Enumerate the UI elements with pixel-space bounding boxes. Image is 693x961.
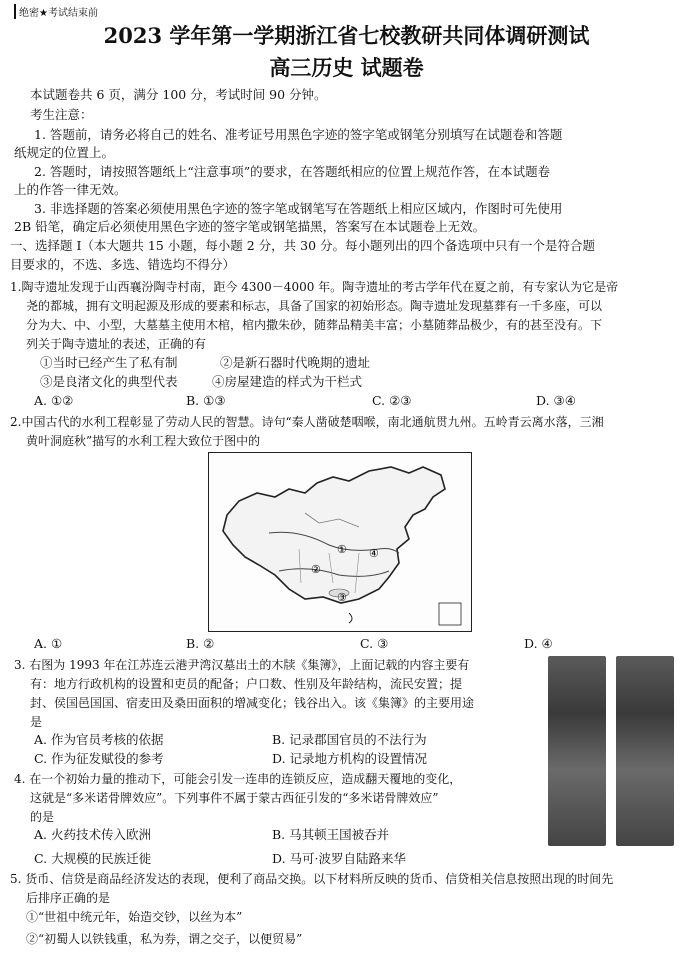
q2-stem: 2.中国古代的水利工程彰显了劳动人民的智慧。诗句“秦人凿破楚咽喉，南北通航贯九州。五岭青云离水落，三湘: [10, 415, 604, 429]
q3-option-a: A. 作为官员考核的依据: [34, 732, 164, 747]
confidential-label: 绝密★考试结束前: [14, 4, 98, 19]
q4-option-c: C. 大规模的民族迁徙: [34, 851, 152, 866]
intro-line: 上的作答一律无效。: [14, 182, 127, 197]
q3-option-d: D. 记录地方机构的设置情况: [272, 751, 428, 766]
q1-option-d: D. ③④: [536, 393, 576, 408]
intro-line: 2B 铅笔，确定后必须使用黑色字迹的签字笔或钢笔描黑，答案写在本试题卷上无效。: [14, 219, 486, 234]
intro-line: 2. 答题时，请按照答题纸上“注意事项”的要求，在答题纸相应的位置上规范作答，在本试题卷: [34, 164, 551, 179]
q4-stem: 这就是“多米诺骨牌效应”。下列事件不属于蒙古西征引发的“多米诺骨牌效应”: [30, 791, 439, 805]
intro-line: 3. 非选择题的答案必须使用黑色字迹的签字笔或钢笔写在答题纸上相应区域内，作图时可先使用: [34, 201, 563, 216]
china-map-icon: [209, 453, 471, 631]
intro-line: 1. 答题前，请务必将自己的姓名、准考证号用黑色字迹的签字笔或钢笔分别填写在试题卷和答题: [34, 127, 563, 142]
section-heading: 目要求的，不选、多选、错选均不得分）: [10, 257, 236, 272]
q1-option-a: A. ①②: [34, 393, 74, 408]
q4-stem: 4. 在一个初始力量的推动下，可能会引发一连串的连锁反应，造成翻天覆地的变化，: [14, 772, 462, 786]
q4-option-d: D. 马可·波罗自陆路来华: [272, 851, 406, 866]
q1-item: ①当时已经产生了私有制: [40, 355, 178, 370]
q5-material: ①“世祖中统元年，始造交钞，以丝为本”: [26, 910, 243, 924]
wooden-slips-photo: [548, 656, 676, 846]
q2-option-b: B. ②: [186, 636, 215, 651]
q1-item: ③是良渚文化的典型代表: [40, 374, 178, 389]
q1-option-b: B. ①③: [186, 393, 226, 408]
q3-option-c: C. 作为征发赋役的参考: [34, 751, 164, 766]
q5-stem: 5. 货币、信贷是商品经济发达的表现，便利了商品交换。以下材料所反映的货币、信贷相关信息按照出现的时间先: [10, 872, 614, 886]
q2-stem: 黄叶洞庭秋”描写的水利工程大致位于图中的: [26, 434, 261, 448]
q1-stem: 1.陶寺遗址发现于山西襄汾陶寺村南，距今 4300－4000 年。陶寺遗址的考古学年代在夏之前，有专家认为它是帝: [10, 280, 619, 294]
q5-material: ②“初蜀人以铁钱重，私为券，谓之交子，以便贸易”: [26, 932, 303, 946]
map-marker-2: ②: [311, 563, 321, 576]
intro-line: 纸规定的位置上。: [14, 145, 115, 160]
q4-option-a: A. 火药技术传入欧洲: [34, 827, 151, 842]
exam-subtitle: 高三历史 试题卷: [269, 55, 424, 80]
q3-stem: 封、侯国邑国国、宿麦田及桑田面积的增减变化；钱谷出入。该《集簿》的主要用途: [30, 696, 475, 710]
section-heading: 一、选择题 I（本大题共 15 小题，每小题 2 分，共 30 分。每小题列出的四个备选项中只有一个是符合题: [10, 238, 596, 253]
intro-line: 本试题卷共 6 页，满分 100 分，考试时间 90 分钟。: [30, 87, 327, 102]
q4-stem: 的是: [30, 810, 55, 824]
q1-item: ④房屋建造的样式为干栏式: [212, 374, 363, 389]
q2-option-d: D. ④: [524, 636, 553, 651]
q1-stem: 分为大、中、小型，大墓墓主使用木棺，棺内撒朱砂，随葬品精美丰富；小墓随葬品极少，有的甚至没有。下: [26, 318, 603, 332]
q3-stem: 3. 右图为 1993 年在江苏连云港尹湾汉墓出土的木牍《集簿》，上面记载的内容主要有: [14, 658, 470, 672]
intro-line: 考生注意：: [30, 107, 93, 122]
exam-title: 2023 学年第一学期浙江省七校教研共同体调研测试: [103, 23, 590, 48]
map-marker-3: ③: [337, 591, 347, 604]
map-marker-4: ④: [369, 547, 379, 560]
map-marker-1: ①: [337, 543, 347, 556]
q3-stem: 是: [30, 715, 43, 729]
q1-stem: 列关于陶寺遗址的表述，正确的有: [26, 337, 207, 351]
q3-option-b: B. 记录郡国官员的不法行为: [272, 732, 427, 747]
china-map-figure: [208, 452, 472, 632]
q2-option-c: C. ③: [360, 636, 389, 651]
q1-option-c: C. ②③: [372, 393, 412, 408]
q3-stem: 有：地方行政机构的设置和吏员的配备；户口数、性别及年龄结构，流民安置；提: [30, 677, 463, 691]
q1-stem: 尧的都城，拥有文明起源及形成的要素和标志，具备了国家的初始形态。陶寺遗址发现墓葬有一千多座，可以: [26, 299, 603, 313]
q1-item: ②是新石器时代晚期的遗址: [220, 355, 371, 370]
q5-stem: 后排序正确的是: [26, 891, 111, 905]
q4-option-b: B. 马其顿王国被吞并: [272, 827, 390, 842]
q2-option-a: A. ①: [34, 636, 63, 651]
